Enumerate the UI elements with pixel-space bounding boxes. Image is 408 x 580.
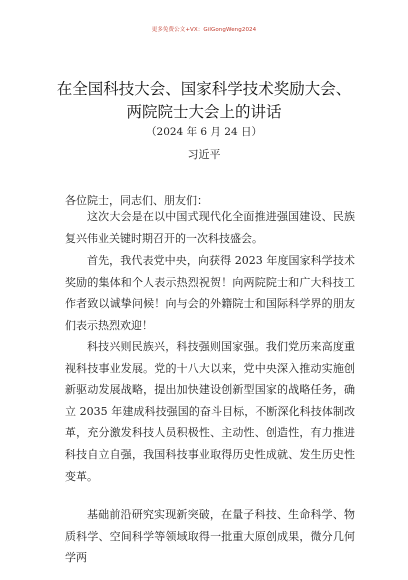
page-title <box>0 78 408 124</box>
paragraph-3: 科技兴则民族兴，科技强则国家强。我们党历来高度重视科技事业发展。党的十八大以来，党中央深入推动实施创新驱动发展战略，提出加快建设创新型国家的战略任务，确立 2035 年建成科技强国的奋斗目标，不断深化科技体制改革，充分激发科技人员积极性、主动性、创造性，有力推进科技自立自强，我国科技事业取得历史性成就、发生历史性变革。 <box>65 340 355 483</box>
title-line-1: 在全国科技大会、国家科学技术奖励大会、 <box>56 80 352 98</box>
paragraph-2: 首先，我代表党中央，向获得 2023 年度国家科学技术奖励的集体和个人表示热烈祝贺！向两院院士和广大科技工作者致以诚挚问候！向与会的外籍院士和国际科学界的朋友们表示热烈欢迎！ <box>65 254 355 332</box>
speech-author: 习近平 <box>187 148 221 161</box>
paragraph-4: 基础前沿研究实现新突破，在量子科技、生命科学、物质科学、空间科学等领域取得一批重大原创成果，微分几何学两 <box>65 508 355 565</box>
speech-date: （2024 年 6 月 24 日） <box>146 126 262 138</box>
title-line-2: 两院院士大会上的讲话 <box>126 103 282 121</box>
greeting: 各位院士，同志们、朋友们： <box>65 194 208 207</box>
paragraph-1: 这次大会是在以中国式现代化全面推进强国建设、民族复兴伟业关键时期召开的一次科技盛会。 <box>65 210 355 245</box>
watermark-text: 更多免费公文+VX：GilGongWeng2024 <box>151 27 257 33</box>
